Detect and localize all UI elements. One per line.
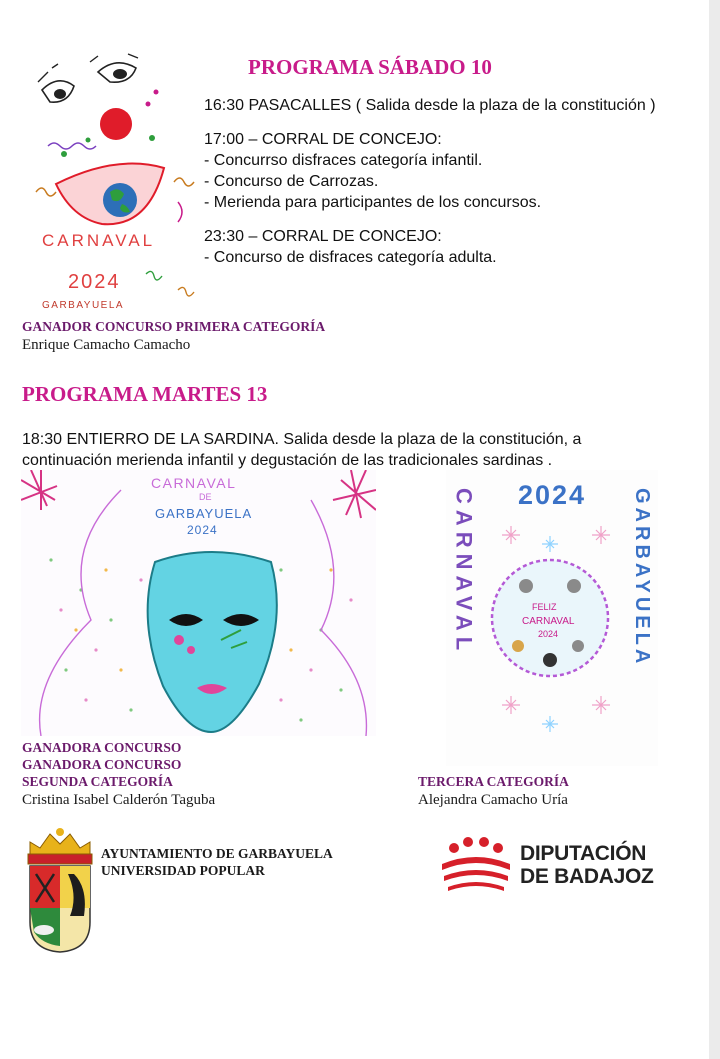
saturday-item-line: - Merienda para participantes de los concursos. xyxy=(204,194,542,211)
third-prize-winner: Alejandra Camacho Uría xyxy=(418,792,568,808)
saturday-program-title: PROGRAMA SÁBADO 10 xyxy=(248,55,492,79)
diputacion-badajoz-logo-icon xyxy=(440,834,512,894)
poster2-line2-text: DE xyxy=(199,492,212,502)
mask-drawing-image xyxy=(21,470,376,736)
saturday-item-line: - Concurso de Carrozas. xyxy=(204,173,379,190)
poster3-center1-text: FELIZ xyxy=(532,602,557,612)
saturday-item-corral-heading: 17:00 – CORRAL DE CONCEJO: xyxy=(204,131,442,148)
diputacion-name xyxy=(520,842,654,888)
poster1-town-text: GARBAYUELA xyxy=(42,300,125,311)
saturday-item-pasacalles: 16:30 PASACALLES ( Salida desde la plaza de la constitución ) xyxy=(204,97,656,114)
second-prize-label xyxy=(22,739,181,790)
second-prize-label-line: GANADORA CONCURSO xyxy=(22,757,182,772)
poster2-line1-text: CARNAVAL xyxy=(151,475,237,491)
poster2-line3-text: GARBAYUELA xyxy=(155,506,253,521)
clown-drawing-image xyxy=(28,42,203,314)
second-prize-winner: Cristina Isabel Calderón Taguba xyxy=(22,792,216,808)
saturday-item-line: - Concurrso disfraces categoría infantil. xyxy=(204,152,483,169)
second-prize-label-line: SEGUNDA CATEGORÍA xyxy=(22,774,173,789)
diputacion-name-line: DE BADAJOZ xyxy=(520,865,654,888)
carnaval-2024-drawing-image xyxy=(446,470,658,766)
tuesday-program-text: 18:30 ENTIERRO DE LA SARDINA. Salida desde la plaza de la constitución, a continuación merienda infantil y degustación de las tradicionales sardinas . xyxy=(22,431,582,469)
poster2-line4-text: 2024 xyxy=(187,523,218,537)
organizer-line: AYUNTAMIENTO DE GARBAYUELA xyxy=(101,846,333,861)
poster3-center2-text: CARNAVAL xyxy=(522,616,575,627)
second-prize-label-line: GANADORA CONCURSO xyxy=(22,740,182,755)
poster1-year-text: 2024 xyxy=(68,271,121,293)
first-prize-winner: Enrique Camacho Camacho xyxy=(22,337,191,353)
saturday-item-line: - Concurso de disfraces categoría adulta. xyxy=(204,249,497,266)
third-prize-label: TERCERA CATEGORÍA xyxy=(418,774,569,789)
poster3-center3-text: 2024 xyxy=(538,629,559,639)
poster1-word-text: CARNAVAL xyxy=(42,231,156,250)
first-prize-label: GANADOR CONCURSO PRIMERA CATEGORÍA xyxy=(22,319,326,334)
organizer-block xyxy=(101,845,333,879)
poster3-year-text: 2024 xyxy=(518,480,587,510)
tuesday-program-title: PROGRAMA MARTES 13 xyxy=(22,382,268,406)
organizer-line: UNIVERSIDAD POPULAR xyxy=(101,863,265,878)
saturday-program-list xyxy=(204,95,660,268)
diputacion-name-line: DIPUTACIÓN xyxy=(520,842,647,865)
garbayuela-coat-of-arms-logo xyxy=(22,826,98,954)
saturday-item-night-heading: 23:30 – CORRAL DE CONCEJO: xyxy=(204,228,442,245)
poster3-right-word-text: GARBAYUELA xyxy=(631,488,653,668)
poster3-left-word-text: CARNAVAL xyxy=(451,488,477,657)
